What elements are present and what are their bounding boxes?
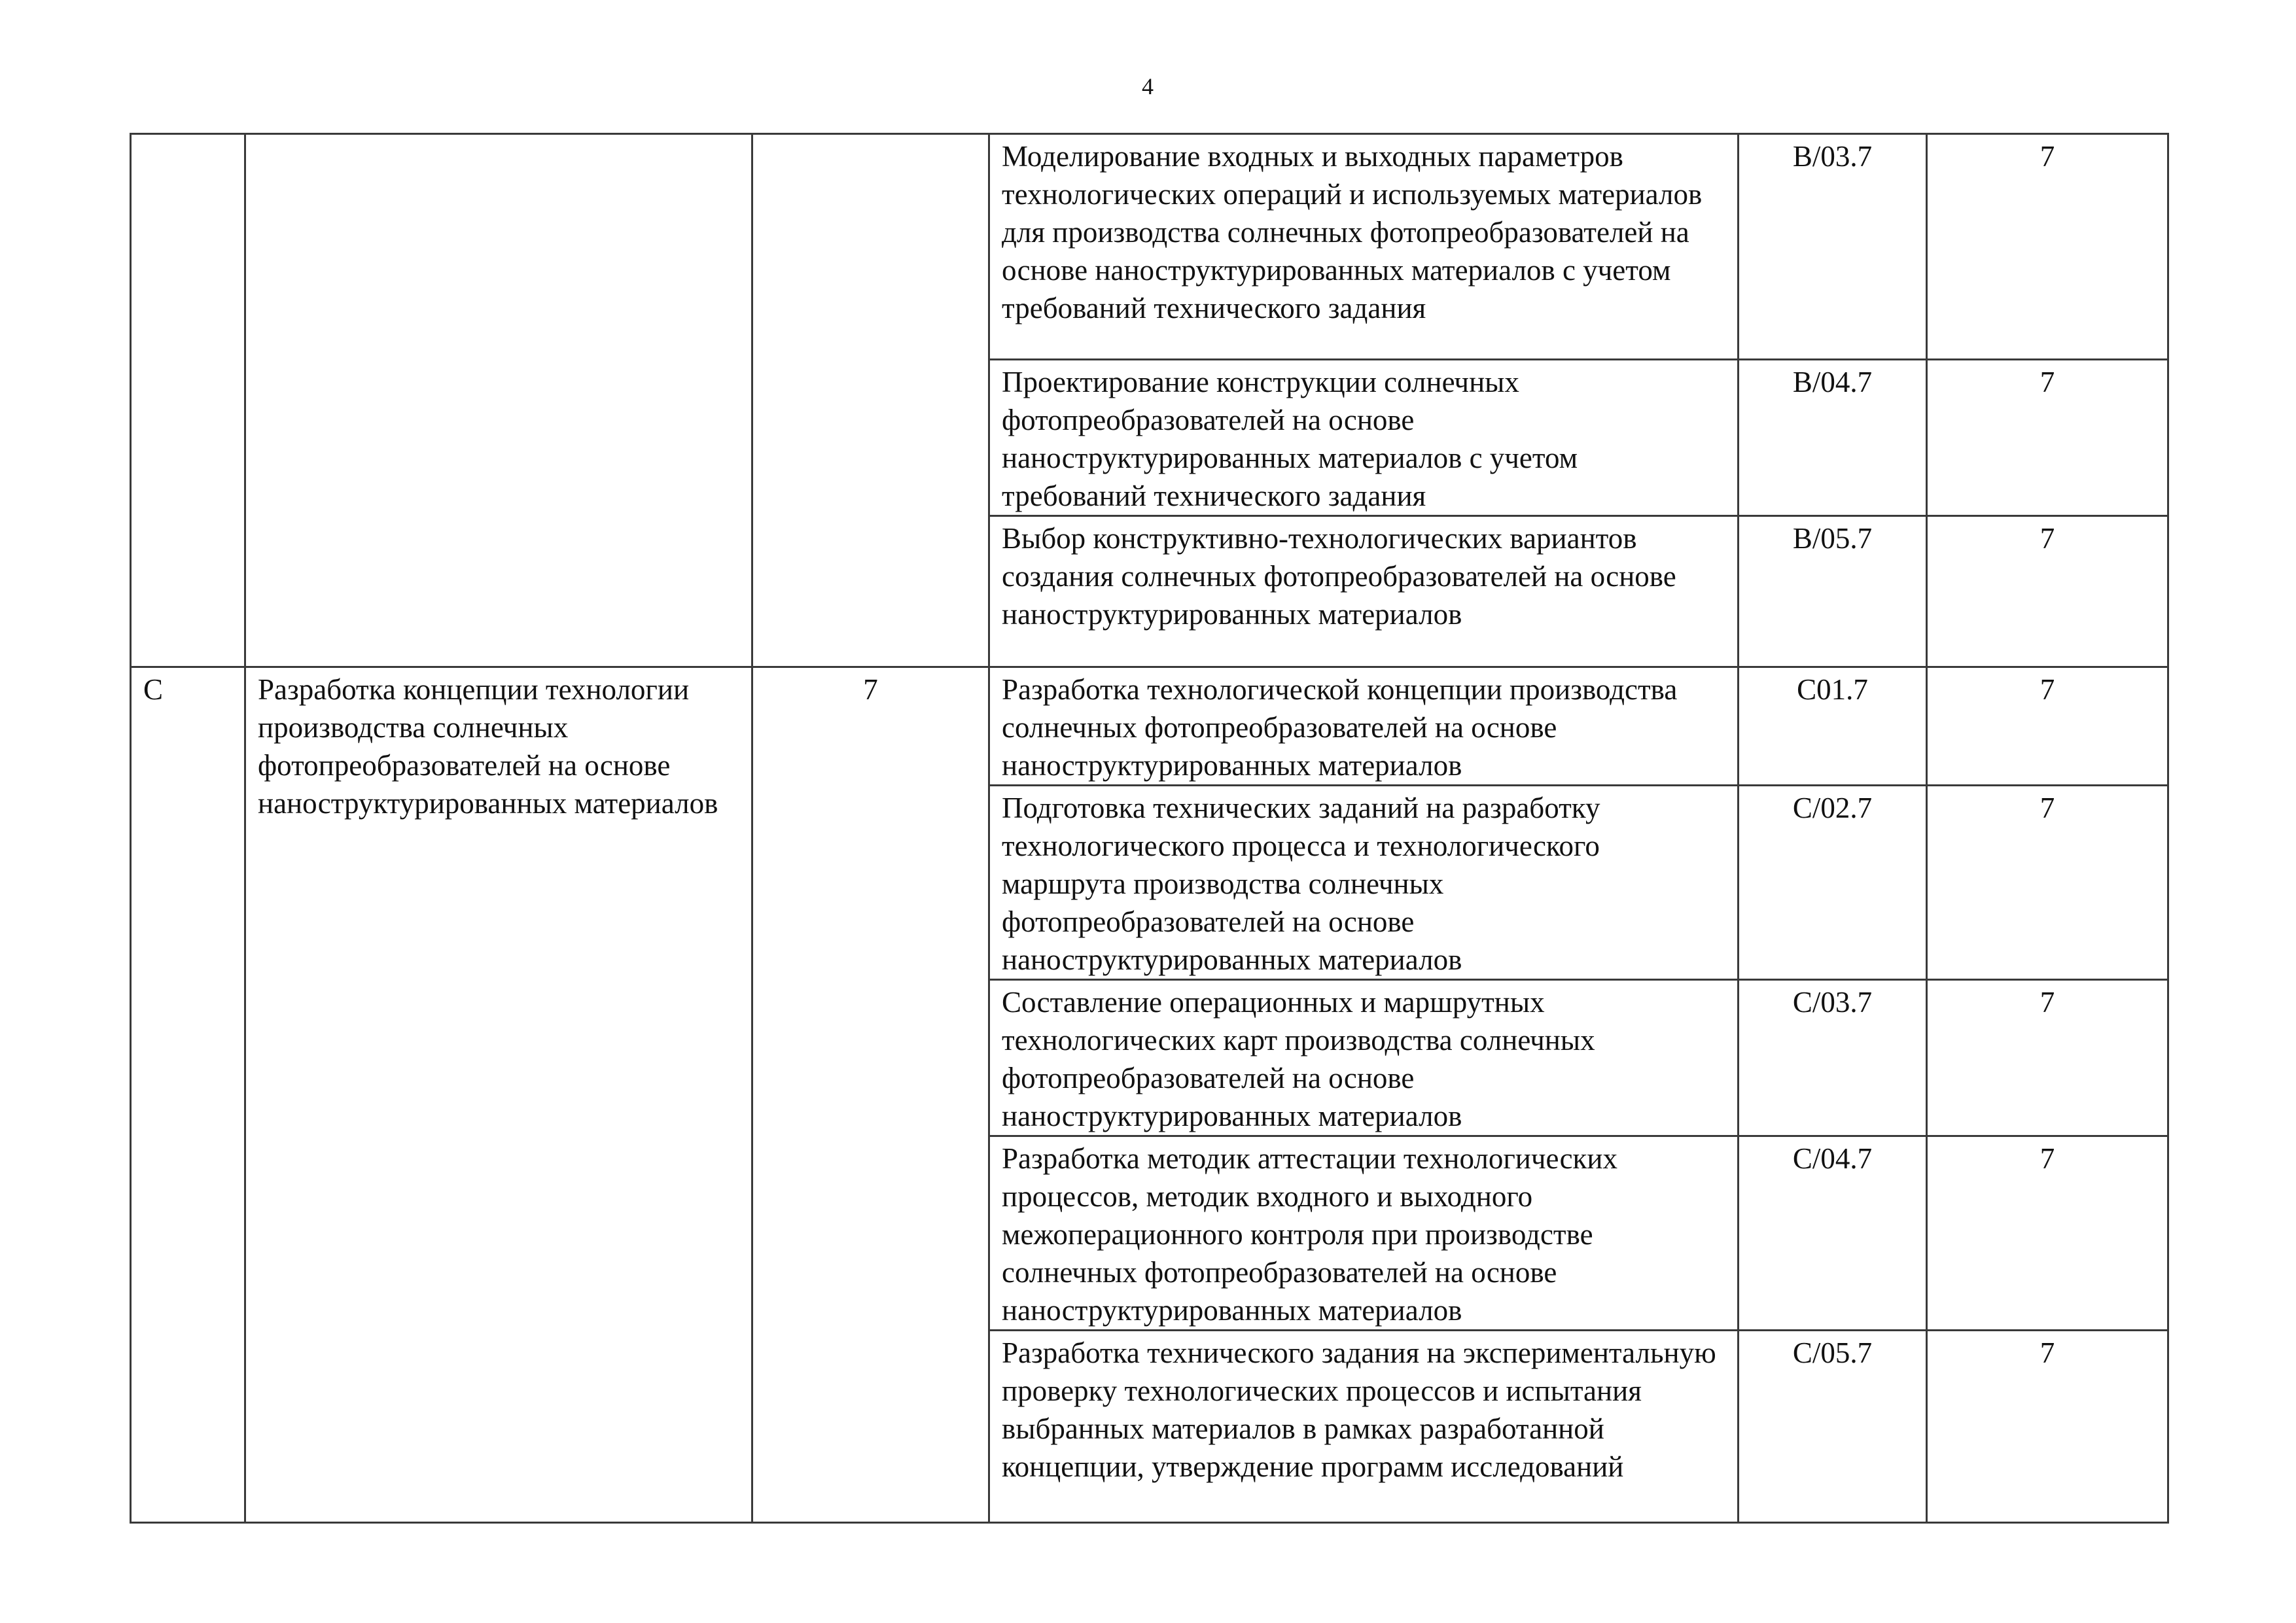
labor-function-name: Моделирование входных и выходных параметров технологических операций и используемых материалов для производства солнечных фотопреобразователей на основе наноструктурированных материалов с учетом требований технического задания — [989, 134, 1739, 360]
labor-function-code: C/03.7 — [1739, 980, 1927, 1136]
general-function-level-cell — [752, 134, 989, 667]
general-function-level: 7 — [752, 667, 989, 1523]
labor-function-name: Проектирование конструкции солнечных фотопреобразователей на основе наноструктурированных материалов с учетом требований технического задания — [989, 360, 1739, 516]
general-function-name-cell — [245, 134, 752, 667]
labor-function-code: C01.7 — [1739, 667, 1927, 786]
page-number: 4 — [1142, 73, 1154, 99]
qualification-level: 7 — [1927, 1136, 2168, 1331]
table-row — [131, 134, 2168, 360]
table-row — [131, 667, 2168, 786]
labor-function-name: Разработка технологической концепции производства солнечных фотопреобразователей на основе наноструктурированных материалов — [989, 667, 1739, 786]
labor-function-code: B/04.7 — [1739, 360, 1927, 516]
labor-function-code: C/02.7 — [1739, 786, 1927, 980]
labor-function-name: Разработка технического задания на экспериментальную проверку технологических процессов и испытания выбранных материалов в рамках разработанной концепции, утверждение программ исследований — [989, 1331, 1739, 1523]
labor-function-name: Составление операционных и маршрутных технологических карт производства солнечных фотопреобразователей на основе наноструктурированных материалов — [989, 980, 1739, 1136]
labor-function-name: Выбор конструктивно-технологических вариантов создания солнечных фотопреобразователей на основе наноструктурированных материалов — [989, 516, 1739, 667]
general-function-code-cell — [131, 134, 245, 667]
labor-function-code: C/05.7 — [1739, 1331, 1927, 1523]
labor-function-name: Подготовка технических заданий на разработку технологического процесса и технологического маршрута производства солнечных фотопреобразователей на основе наноструктурированных материалов — [989, 786, 1739, 980]
labor-function-code: C/04.7 — [1739, 1136, 1927, 1331]
general-function-code: C — [131, 667, 245, 1523]
qualification-level: 7 — [1927, 360, 2168, 516]
qualification-level: 7 — [1927, 1331, 2168, 1523]
labor-function-code: B/05.7 — [1739, 516, 1927, 667]
qualification-level: 7 — [1927, 134, 2168, 360]
qualification-level: 7 — [1927, 980, 2168, 1136]
labor-function-code: B/03.7 — [1739, 134, 1927, 360]
general-function-name: Разработка концепции технологии производства солнечных фотопреобразователей на основе наноструктурированных материалов — [245, 667, 752, 1523]
qualification-level: 7 — [1927, 667, 2168, 786]
qualification-level: 7 — [1927, 516, 2168, 667]
qualification-level: 7 — [1927, 786, 2168, 980]
labor-functions-table — [130, 133, 2169, 1524]
labor-function-name: Разработка методик аттестации технологических процессов, методик входного и выходного межоперационного контроля при производстве солнечных фотопреобразователей на основе наноструктурированных материалов — [989, 1136, 1739, 1331]
